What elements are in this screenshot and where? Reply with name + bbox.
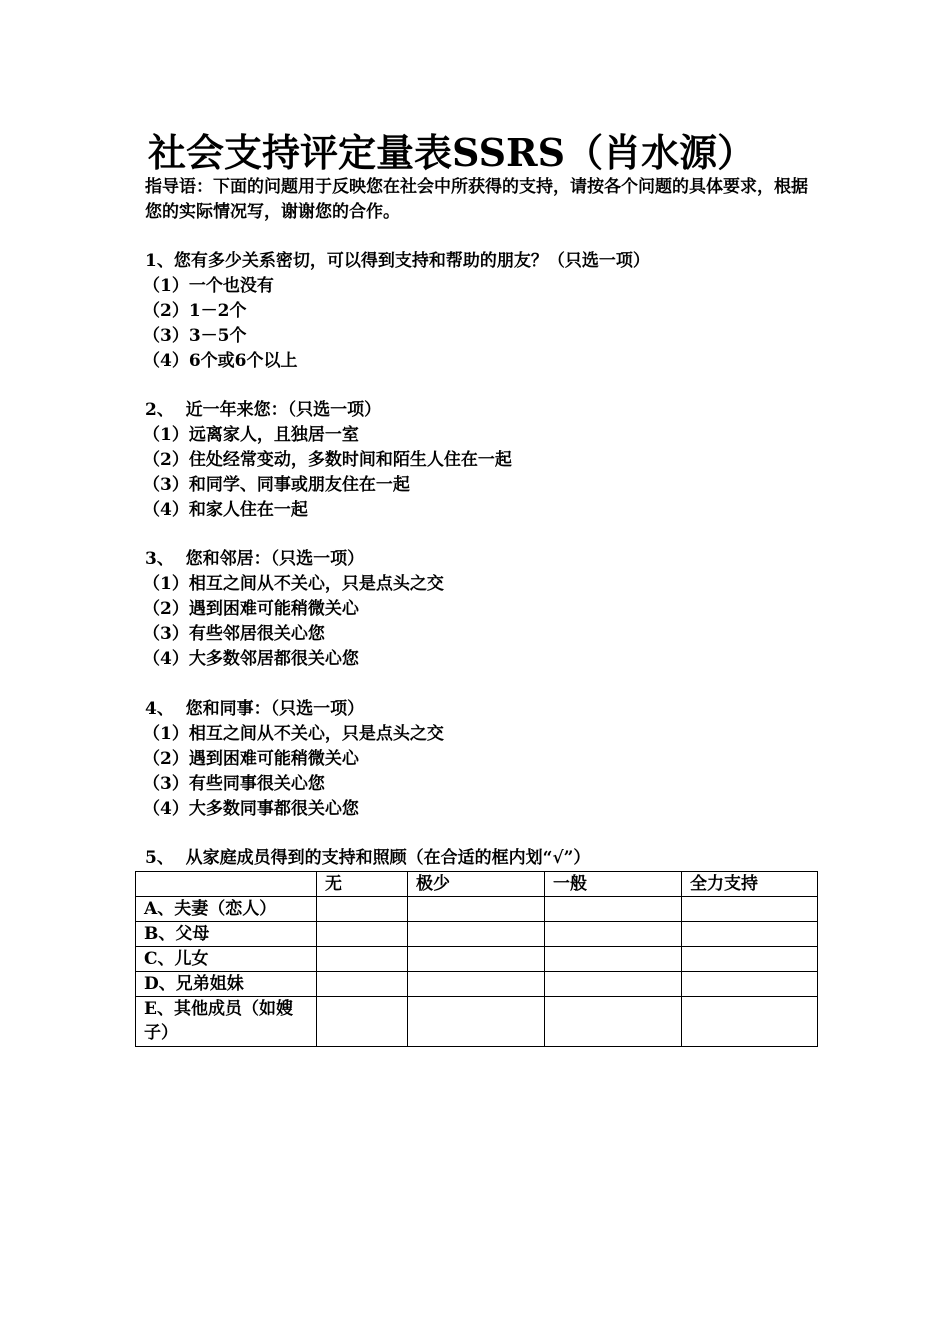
instructions: 指导语：下面的问题用于反映您在社会中所获得的支持，请按各个问题的具体要求，根据您的实际情况写，谢谢您的合作。 [145,177,808,222]
answer-cell[interactable] [408,947,545,972]
answer-cell[interactable] [545,997,682,1047]
question-prompt: 3、 您和邻居：（只选一项） [145,549,365,569]
table-header-cell: 无 [317,872,408,897]
table-row [136,947,818,972]
row-label: B、父母 [136,922,317,947]
question-prompt: 1、您有多少关系密切，可以得到支持和帮助的朋友？（只选一项） [145,251,650,271]
question-option: （1）相互之间从不关心，只是点头之交 [143,574,444,594]
answer-cell[interactable] [682,922,818,947]
answer-cell[interactable] [408,997,545,1047]
table-row [136,922,818,947]
question-option: （3）有些同事很关心您 [143,774,325,794]
row-label: E、其他成员（如嫂子） [136,997,317,1047]
table-header-cell [136,872,317,897]
question-option: （3）有些邻居很关心您 [143,624,325,644]
table-header-cell: 全力支持 [682,872,818,897]
table-header-cell: 一般 [545,872,682,897]
answer-cell[interactable] [682,897,818,922]
table-row [136,997,818,1047]
answer-cell[interactable] [545,947,682,972]
answer-cell[interactable] [545,972,682,997]
answer-cell[interactable] [545,897,682,922]
question-5-prompt: 5、 从家庭成员得到的支持和照顾（在合适的框内划“√”） [145,848,591,868]
question-option: （1）一个也没有 [143,276,274,296]
row-label: A、夫妻（恋人） [136,897,317,922]
table-row [136,972,818,997]
answer-cell[interactable] [317,997,408,1047]
question-option: （1）相互之间从不关心，只是点头之交 [143,724,444,744]
question-1 [145,249,650,374]
answer-cell[interactable] [408,922,545,947]
table-header-cell: 极少 [408,872,545,897]
question-option: （2）遇到困难可能稍微关心 [143,599,359,619]
question-prompt: 2、 近一年来您：（只选一项） [145,400,382,420]
table-row [136,897,818,922]
answer-cell[interactable] [317,897,408,922]
question-option: （4）大多数同事都很关心您 [143,799,359,819]
family-support-table [135,871,818,1047]
question-option: （4）大多数邻居都很关心您 [143,649,359,669]
question-option: （4）6个或6个以上 [143,351,298,371]
answer-cell[interactable] [408,972,545,997]
question-option: （3）和同学、同事或朋友住在一起 [143,475,410,495]
question-3 [145,547,444,672]
question-option: （2）1－2个 [143,301,247,321]
answer-cell[interactable] [682,997,818,1047]
answer-cell[interactable] [317,972,408,997]
question-2 [145,398,512,523]
question-option: （2）遇到困难可能稍微关心 [143,749,359,769]
question-option: （4）和家人住在一起 [143,500,308,520]
answer-cell[interactable] [682,972,818,997]
row-label: C、儿女 [136,947,317,972]
page-title: 社会支持评定量表SSRS（肖水源） [148,130,756,175]
question-option: （1）远离家人，且独居一室 [143,425,359,445]
table-header-row [136,872,818,897]
question-option: （2）住处经常变动，多数时间和陌生人住在一起 [143,450,512,470]
answer-cell[interactable] [317,947,408,972]
answer-cell[interactable] [545,922,682,947]
answer-cell[interactable] [317,922,408,947]
question-prompt: 4、 您和同事：（只选一项） [145,699,365,719]
question-4 [145,697,444,822]
question-option: （3）3－5个 [143,326,247,346]
answer-cell[interactable] [682,947,818,972]
answer-cell[interactable] [408,897,545,922]
row-label: D、兄弟姐妹 [136,972,317,997]
